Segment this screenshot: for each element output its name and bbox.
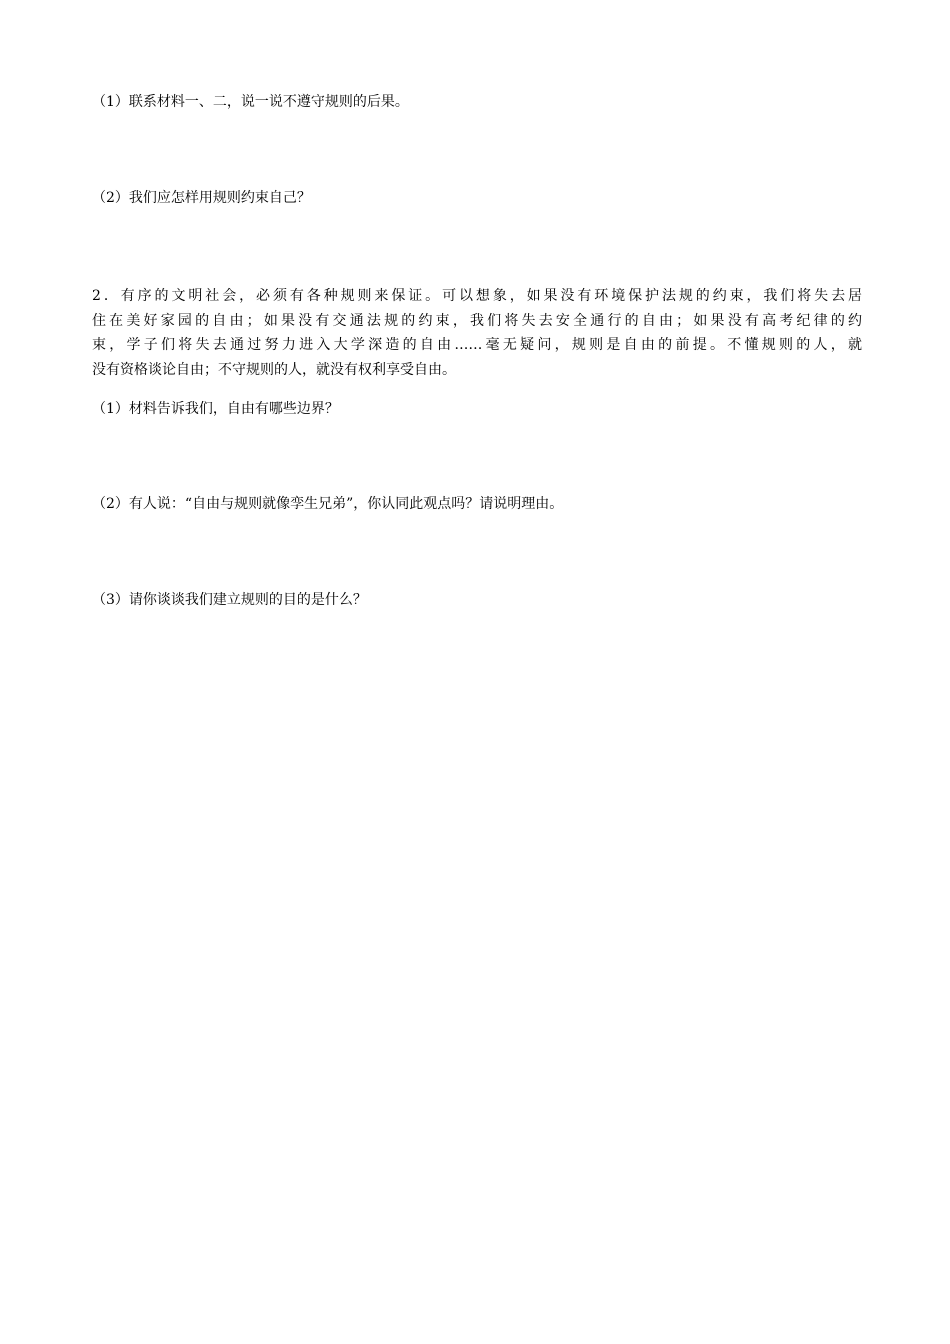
question-2-material	[92, 284, 862, 382]
question-1-sub-1: （1）联系材料一、二，说一说不遵守规则的后果。	[92, 94, 409, 110]
question-2-sub-3: （3）请你谈谈我们建立规则的目的是什么？	[92, 592, 367, 608]
question-1-sub-2: （2）我们应怎样用规则约束自己？	[92, 190, 311, 206]
question-2-sub-2: （2）有人说：“自由与规则就像孪生兄弟”，你认同此观点吗？请说明理由。	[92, 496, 564, 512]
material-line: 束，学子们将失去通过努力进入大学深造的自由……毫无疑问，规则是自由的前提。不懂规则的人，就	[92, 337, 862, 353]
material-line: 住在美好家园的自由；如果没有交通法规的约束，我们将失去安全通行的自由；如果没有高考纪律的约	[92, 312, 862, 329]
question-2-sub-1: （1）材料告诉我们，自由有哪些边界？	[92, 401, 339, 417]
material-line: 没有资格谈论自由；不守规则的人，就没有权利享受自由。	[92, 361, 456, 378]
material-line: 2．有序的文明社会，必须有各种规则来保证。可以想象，如果没有环境保护法规的约束，我们将失去居	[92, 288, 862, 304]
